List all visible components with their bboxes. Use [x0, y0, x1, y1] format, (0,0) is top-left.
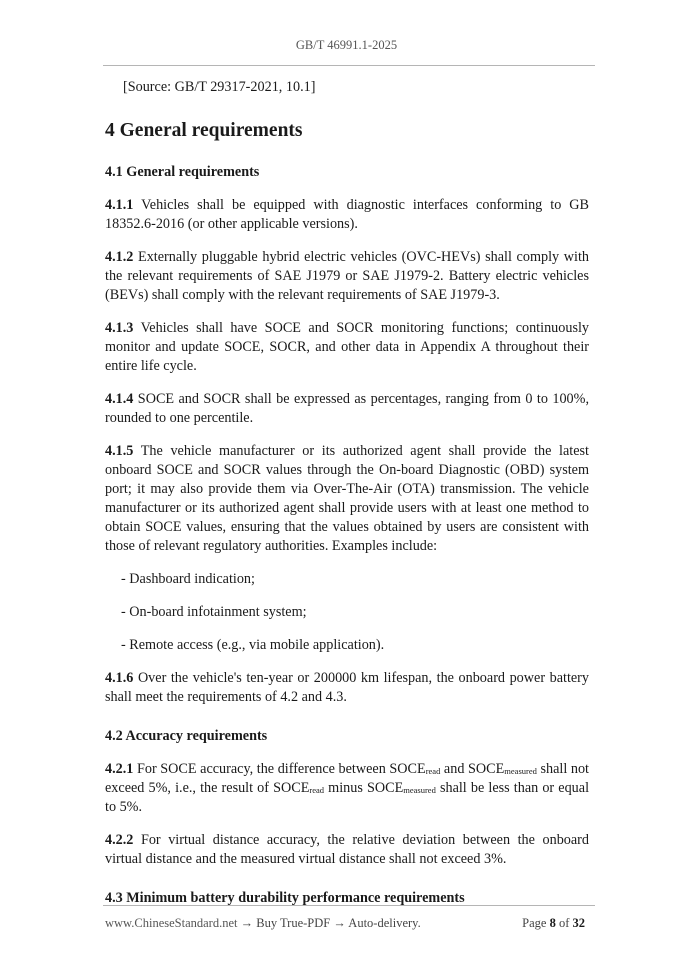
current-page-number: 8 — [549, 916, 556, 930]
clause-text: shall not exceed 5%, i.e., the result of SOCE — [105, 761, 589, 796]
clause-number: 4.1.6 — [105, 670, 134, 686]
clause-4-1-1 — [105, 196, 589, 234]
clause-4-2-1 — [105, 760, 589, 817]
example-list-item: - Remote access (e.g., via mobile application). — [121, 637, 385, 653]
subscript: read — [309, 785, 325, 795]
clause-4-1-5 — [105, 442, 589, 556]
of-word: of — [555, 916, 573, 930]
page-word: Page — [522, 916, 550, 930]
example-list-item: - Dashboard indication; — [121, 571, 255, 587]
clause-4-1-3 — [105, 319, 589, 376]
subscript: measured — [403, 785, 436, 795]
subscript: measured — [504, 766, 537, 776]
clause-text: minus SOCE — [324, 780, 404, 796]
subscript: read — [425, 766, 441, 776]
clause-text: Vehicles shall be equipped with diagnostic interfaces conforming to GB 18352.6-2016 (or other applicable versions). — [105, 197, 589, 232]
clause-number: 4.2.2 — [105, 832, 134, 848]
page-content — [105, 78, 589, 908]
clause-number: 4.1.4 — [105, 391, 134, 407]
clause-number: 4.1.2 — [105, 249, 134, 265]
example-list-item: - On-board infotainment system; — [121, 604, 307, 620]
section-4-heading: 4 General requirements — [105, 120, 303, 141]
document-header-id: GB/T 46991.1-2025 — [295, 38, 398, 52]
clause-4-1-2 — [105, 248, 589, 305]
total-pages-number: 32 — [572, 916, 585, 930]
site-link[interactable]: www.ChineseStandard.net — [105, 916, 238, 930]
clause-text: The vehicle manufacturer or its authorized agent shall provide the latest onboard SOCE and SOCR values through the On-board Diagnostic (OBD) system port; it may also provide them via Over-The-Air (OTA) transmission. The vehicle manufacturer or its authorized agent shall provide users with at least one method to obtain SOCE values, ensuring that the values obtained by users are consistent with those of relevant regulatory authorities. Examples include: — [105, 443, 589, 554]
clause-text: and SOCE — [440, 761, 505, 777]
clause-4-2-2 — [105, 831, 589, 869]
clause-text: SOCE and SOCR shall be expressed as percentages, ranging from 0 to 100%, rounded to one percentile. — [105, 391, 589, 426]
clause-text: Vehicles shall have SOCE and SOCR monitoring functions; continuously monitor and update SOCE, SOCR, and other data in Appendix A throughout their entire life cycle. — [105, 320, 589, 374]
header-divider — [103, 65, 595, 66]
source-note: [Source: GB/T 29317-2021, 10.1] — [123, 79, 316, 95]
clause-text: Externally pluggable hybrid electric vehicles (OVC-HEVs) shall comply with the relevant requirements of SAE J1979 or SAE J1979-2. Battery electric vehicles (BEVs) shall comply with the relevant requirements of SAE J1979-3. — [105, 249, 589, 303]
clause-text: Over the vehicle's ten-year or 200000 km lifespan, the onboard power battery shall meet the requirements of 4.2 and 4.3. — [105, 670, 589, 705]
clause-number: 4.1.3 — [105, 320, 134, 336]
subsection-4-3-heading: 4.3 Minimum battery durability performance requirements — [105, 890, 465, 906]
footer-promo — [105, 916, 421, 931]
page-indicator — [522, 916, 585, 931]
clause-4-1-4 — [105, 390, 589, 428]
subsection-4-2-heading: 4.2 Accuracy requirements — [105, 728, 268, 744]
clause-text: For virtual distance accuracy, the relative deviation between the onboard virtual distance and the measured virtual distance shall not exceed 3%. — [105, 832, 589, 867]
footer-tagline: → Buy True-PDF → Auto-delivery. — [237, 916, 421, 930]
clause-number: 4.2.1 — [105, 761, 134, 777]
footer-divider — [103, 905, 595, 906]
clause-number: 4.1.1 — [105, 197, 134, 213]
clause-text: shall be less than or equal to 5%. — [105, 780, 590, 815]
subsection-4-1-heading: 4.1 General requirements — [105, 164, 260, 180]
clause-number: 4.1.5 — [105, 443, 134, 459]
clause-text: For SOCE accuracy, the difference between SOCE — [133, 761, 426, 777]
clause-4-1-6 — [105, 669, 589, 707]
